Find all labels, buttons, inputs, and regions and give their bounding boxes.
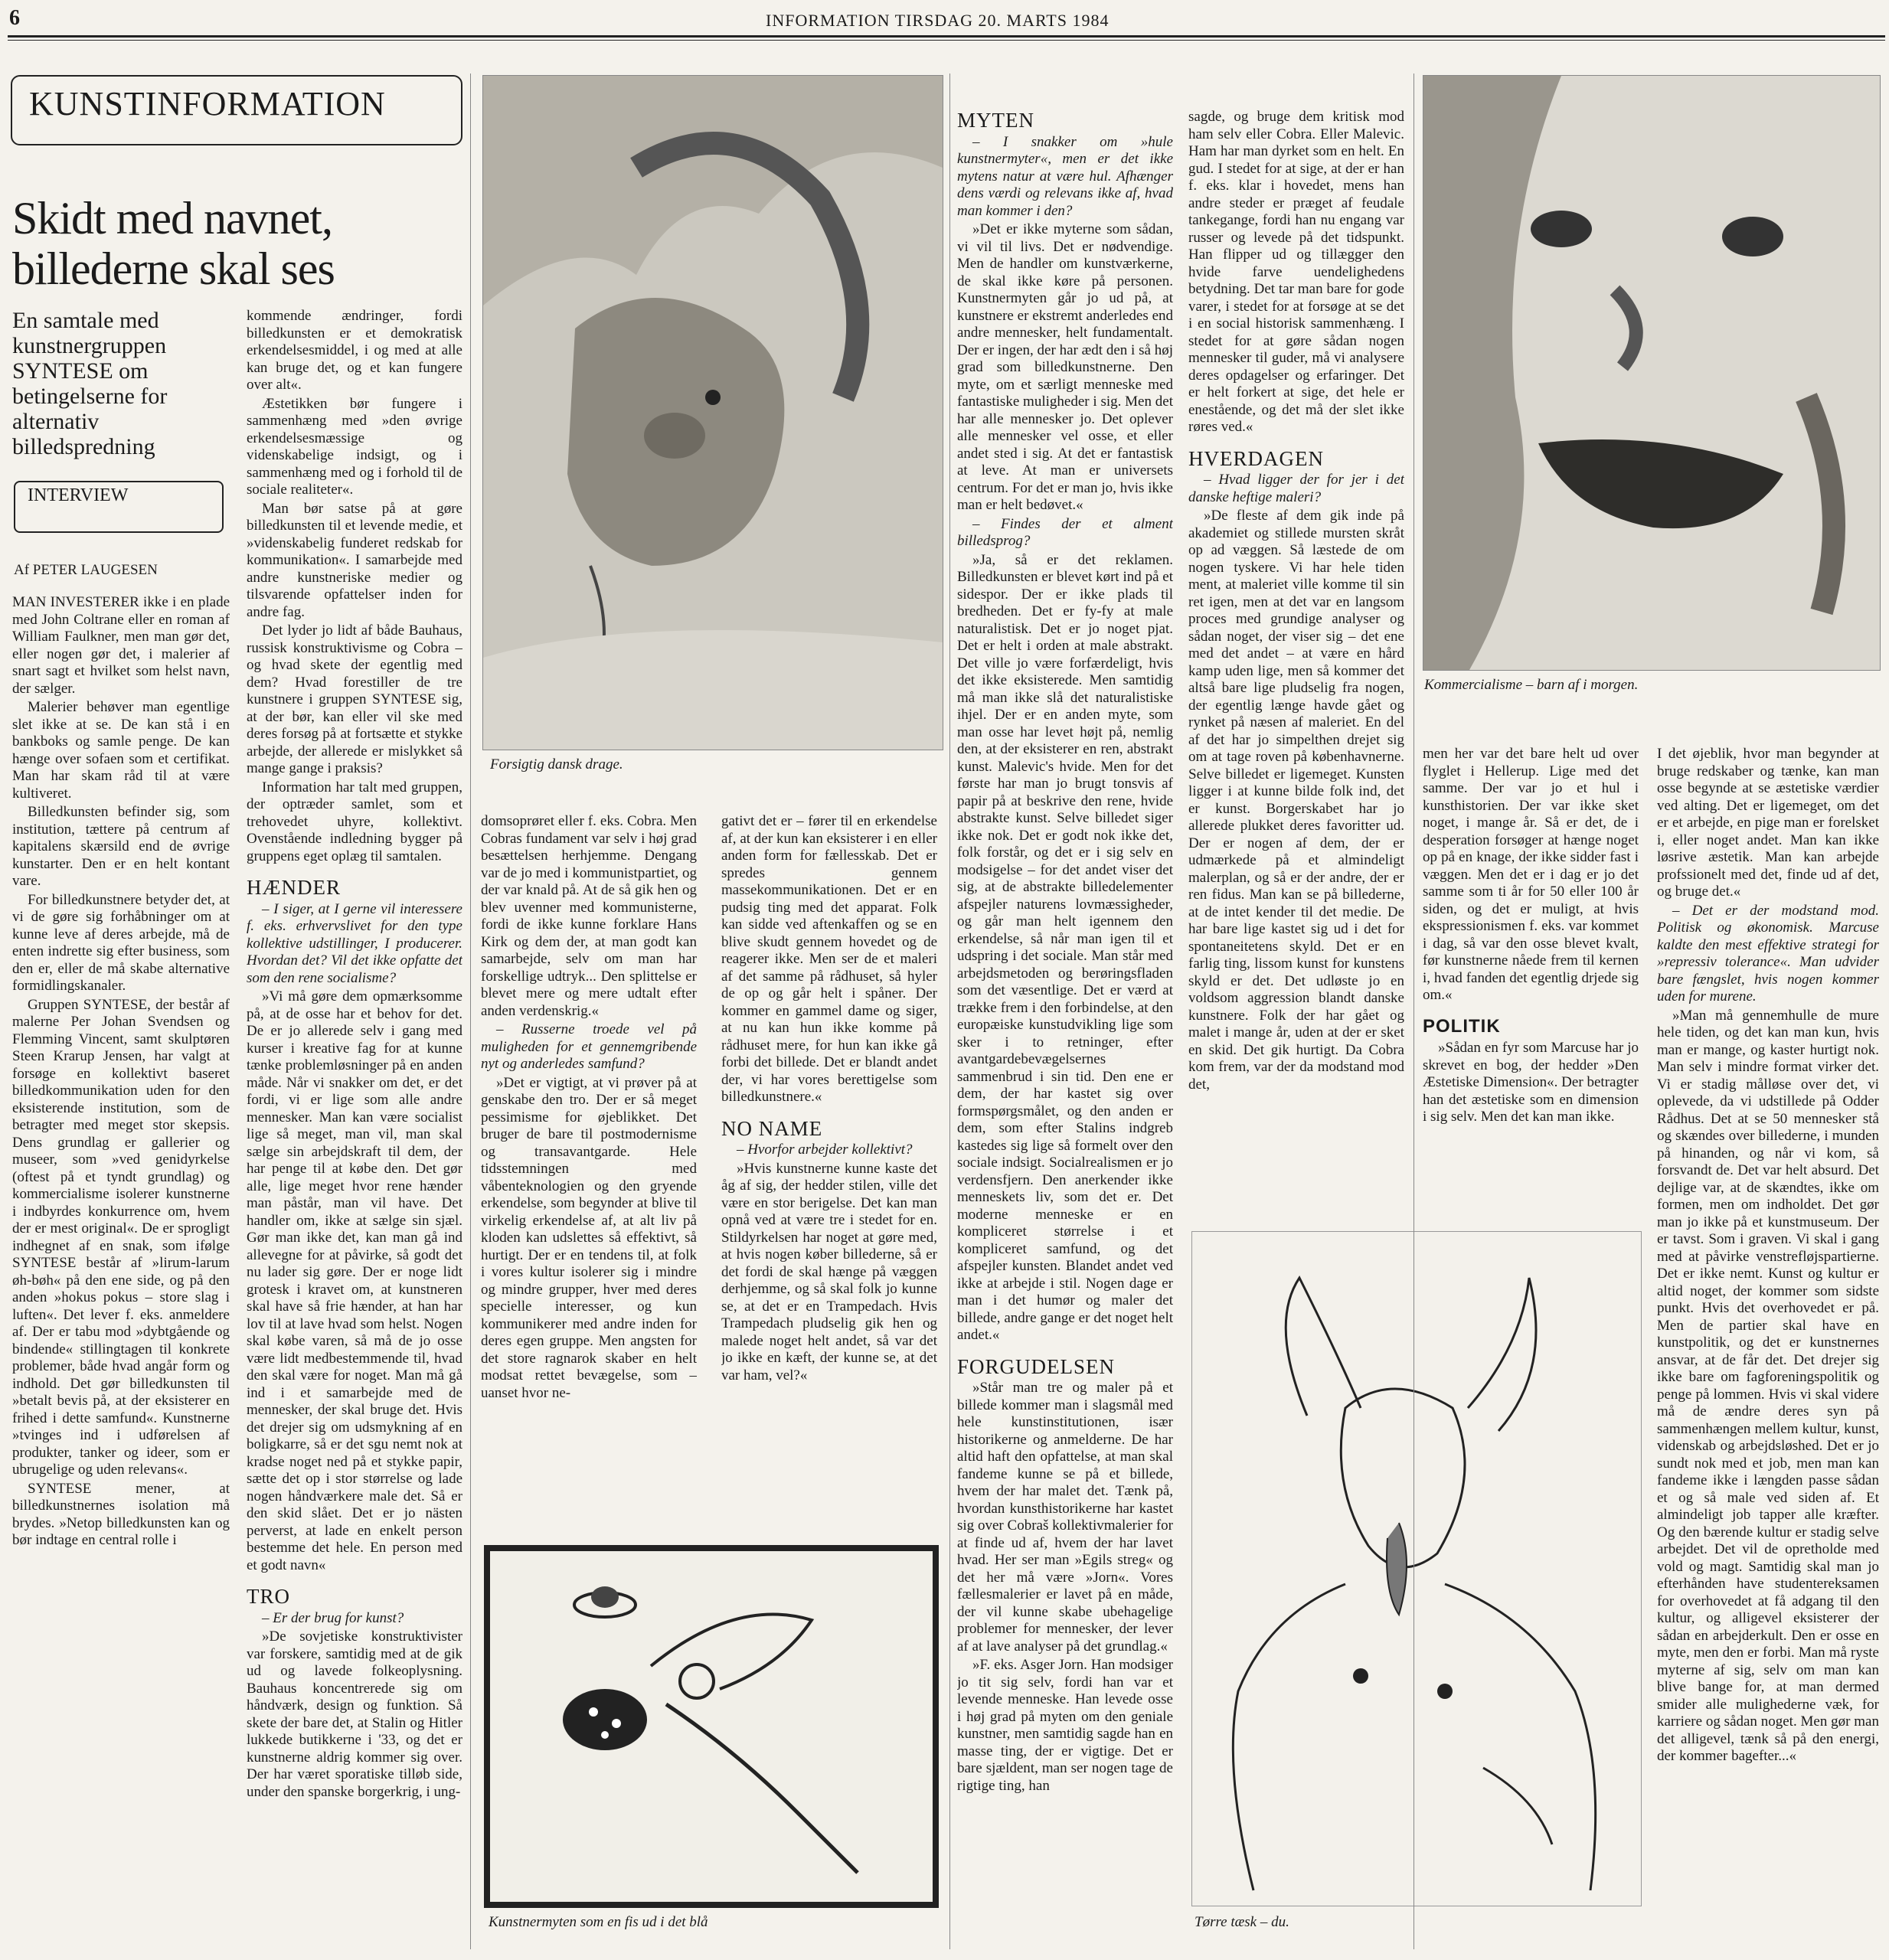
subheadline: En samtale med kunstnergruppen SYNTESE om betingelserne for alternativ billedspredning xyxy=(12,308,168,459)
paragraph: »Står man tre og maler på et billede kommer man i slagsmål med hele kunstinstitutionen, især historikerne og anmelderne. De har altid haft den opfattelse, at man skal fandeme kunne se på et billede, hvem der har malet det. Tænk på, hvordan kunsthistorikerne har kastet sig over Cobraš kollektivmalerier for at finde ud af, hvem der har lavet hvad. Her ser man »Egils streg« og det her må være »Jorn«. Vores fællesmalerier er lavet på en måde, der vil kunne skabe ubehagelige problemer for mennesker, der lever af at lave analyser på det grundlag.« xyxy=(957,1380,1173,1655)
question: – I snakker om »hule kunstnermyter«, men er det ikke mytens natur at være hul. Afhænger dens værdi og relevans ikke af, hvad man kommer i den? xyxy=(957,133,1173,219)
column-5 xyxy=(957,112,1173,1946)
paragraph: »Sådan en fyr som Marcuse har jo skrevet en bog, der hedder »Den Æstetiske Dimension«. Der betragter han det æstetiske som en dimension i sig selv. Men det kan man ikke. xyxy=(1423,1040,1639,1125)
column-rule xyxy=(1413,74,1414,1949)
paragraph: »Det er ikke myterne som sådan, vi vil til livs. Det er nødvendige. Men de handler om kunstværkerne, de skal ikke køre på personen. Kunstnermyten går jo ud på, at kunstnere er ekstremt anderledes end andre mennesker, helt fundamentalt. Der er ingen, der har ædt den i så høj grad som billedkunstnerne. Den myte, om et særligt menneske med fantastiske muligheder i sig. Men det har alle mennesker jo. Det oplever alle mennesker vel osse, et eller andet sted i sig. At det er fantastisk at leve. At man er universets centrum. For det er man jo, hvis ikke man er helt bedøvet.« xyxy=(957,221,1173,513)
paragraph: »De fleste af dem gik inde på akademiet og stillede mursten skråt op ad væggen. Så læstede de om nogen tyskere. Vi har hele tiden ment, at maleriet ville komme til sin ret igen, men at det var en langsom proces med grundige analyser og sådan noget, der viser sig – det ene med det andet – at være en hård kamp uden lige, men så kommer det altså bare lige pludselig fra nogen, der egentlig længe havde gået og rynket på næsen af maleriet. En del af det har jo simpelthen drejet sig om at tage roven på københavnerne. Selve billedet er ligemeget. Kunsten ligger i at kunne bilde folk ind, det er kunst. Borgerskabet har jo allerede plukket deres favoritter ud. Der er nogen af dem, der er udmærkede på et almindeligt malerplan, og så er der andre, der er ren fidus. Man kan se på billederne, at de intet kender til det medie. De har bare lige kastet sig ud i det for spontaneitetens skyld. Det er en farlig ting, lissom kunst for kunstens skyld er det. Det udløste jo en voldsom aggression blandt danske kunstnere. Folk der har gået og malet i mange år, uden at der er sket en skid. Det gik hurtigt. Da Cobra kom frem, var der da modstand mod det, xyxy=(1188,508,1404,1093)
interview-label-text: INTERVIEW xyxy=(28,485,129,505)
subhead-haender: HÆNDER xyxy=(247,876,342,899)
question: – I siger, at I gerne vil interessere f. eks. erhvervslivet for den type kollektive udstillinger, I producerer. Hvordan det? Vil det ikke opfatte det som den rene socialisme? xyxy=(247,900,462,986)
section-label xyxy=(11,75,462,145)
header-rule-thin xyxy=(8,40,1885,41)
paragraph: men her var det bare helt ud over flyglet i Hellerup. Lige med det samme. Der var jo et hul i kunsthistorien. Der var ikke sket noget, i mange år. Så er det, de i desperation forsøger at hænge noget op på en knage, der ikke sidder fast i væggen. Men det er i dag er jo det samme som ti år for 50 eller 100 år siden, og det er muligt, at hvis ekspressionismen f. eks. var kommet i dag, så var den osse blevet kvalt, før kunstnerne nåede frem til kernen i, hvad fanden det egentlig drjede sig om.« xyxy=(1423,746,1639,1003)
paragraph: sagde, og bruge dem kritisk mod ham selv eller Cobra. Eller Malevic. Ham har man dyrket som en helt. En gud. I stedet for at sige, at der er han f. eks. klar i hovedet, mens han andre steder er præget af feudale tankegange, fordi han nu engang var russer og levede på det tidspunkt. Han flipper ud og tillægger den hvide farve uendelighedens betydning. Det tar man bare for gode varer, i stedet for at forsøge at se det i en social historisk sammenhæng. I stedet for at gøre sådan nogen mennesker til guder, må vi analysere deres opdagelser og erfaringer. Det er helt forkert at sige, det hele er enestående, og det må der slet ikke røres ved.« xyxy=(1188,109,1404,435)
subhead-politik: POLITIK xyxy=(1423,1015,1501,1037)
column-4 xyxy=(721,813,937,1533)
paragraph: »Vi må gøre dem opmærksomme på, at de osse har et behov for det. De er jo allerede selv i gang med kurser i kreative fag for at kunne tænke problemløsninger på en anden måde. Når vi snakker om det, er det fordi, vi er lige som alle andre mennesker. Man kan være socialist lige så meget, man vil, man skal sælge sin arbejdskraft til dem, der har penge til at købe den. Det gør alle, lige meget hvor rene hænder man påstår, man vil have. Det handler om, ikke at sælge sin sjæl. Gør man ikke det, kan man gå ind allevegne for at påvirke, så godt det nu lader sig gøre. Der er noge lidt grotesk i kravet om, at kunstneren skal have så frie hænder, at han har lov til at lave hvad som helst. Nogen skal købe varen, så må de jo osse være lidt medbestemmende til, hvad den skal være for noget. Man må gå ind i et samarbejde med de mennesker, der skal bruge det. Hvis det drejer sig om udsmykning af en boligkarre, så er det sgu nemt nok at kradse noget ned på et stykke papir, sætte det op i stor størrelse og lade nogen håndværkere male det. Så er den skid slået. Det er jo nästen perverst, at lade en enkelt person bestemme det hele. En person med et godt navn« xyxy=(247,988,462,1573)
column-2 xyxy=(247,308,462,1946)
byline: Af PETER LAUGESEN xyxy=(14,562,158,578)
angel-drawing xyxy=(484,1545,939,1908)
paragraph: Information har talt med gruppen, der optræder samlet, som et trehovedet uhyre, kollektivt. Ovenstående indledning bygger på gruppens eget oplæg til samtalen. xyxy=(247,779,462,864)
column-rule xyxy=(470,74,471,1949)
subhead-no-name: NO NAME xyxy=(721,1116,823,1140)
masthead: INFORMATION TIRSDAG 20. MARTS 1984 xyxy=(766,11,1110,30)
column-7 xyxy=(1423,746,1639,1174)
paragraph: I det øjeblik, hvor man begynder at bruge redskaber og tænke, kan man osse begynde at se æstetiske værdier ved alting. Det er ligemeget, om det er et arbejde, en pige man er forelsket i, eller noget andet. Man kan ikke løsrive æstetik. Man kan arbejde profssionelt med det, finde ud af det, og bruge det.« xyxy=(1657,746,1879,900)
column-3 xyxy=(481,813,697,1533)
dragon-drawing xyxy=(482,75,943,750)
face-painting xyxy=(1423,75,1881,671)
subhead-hverdagen: HVERDAGEN xyxy=(1188,446,1324,470)
paragraph: »De sovjetiske konstruktivister var forskere, samtidig med at de gik ud og lavede folkeoplysning. Bauhaus koncentrerede sig om håndværk, design og funktion. Så skete der bare det, at Stalin og Hitler lukkede butikkerne i '33, og det er kunstnerne aldrig kommer sig over. Der har været sporatiske tilløb side, under den spanske borgerkrig, i ung- xyxy=(247,1628,462,1800)
question: – Er der brug for kunst? xyxy=(262,1609,404,1626)
paragraph: »Det er vigtigt, at vi prøver på at genskabe den tro. Der er så meget pessimisme for øjeblikket. Det bruger de bare til postmodernisme og transavantgarde. Hele tidsstemningen med våbenteknologien og den gryende erkendelse, som begynder at blive til virkelig erkendelse af, at alt liv på kloden kan udslettes så effektivt, så hurtigt. Der er en tendens til, at folk i vores kultur isolerer sig i mindre og mindre grupper, hver med deres specielle interesser, og kun kommunikerer med andre inden for deres egen gruppe. Men angsten for det store ragnarok skaber en helt modsat rettet bevægelse, som – uanset hvor ne- xyxy=(481,1074,697,1401)
subhead-myten: MYTEN xyxy=(957,112,1034,132)
paragraph: Malerier behøver man egentlige slet ikke at se. De kan stå i en bankboks og samle penge. De kan hænge over sofaen som et certifikat. Man har skam råd til at være kultiveret. xyxy=(12,699,230,802)
paragraph: Billedkunsten befinder sig, som institution, tættere på centrum af kapitalens skærsild end de øvrige kunstarter. Den er en helt kontant vare. xyxy=(12,804,230,889)
angel-sketch-icon xyxy=(490,1551,933,1902)
caption-angel: Kunstnermyten som en fis ud i det blå xyxy=(489,1914,708,1930)
paragraph: Gruppen SYNTESE, der består af malerne Per Johan Svendsen og Flemming Vincent, samt skulptøren Steen Krarup Jensen, har valgt at forsøge en kollektivt baseret billedkommunikation uden for den eksisterende institution, som de betragter med meget stor skepsis. Dens grundlag er gallerier og museer, som »ved genidyrkelse (oftest på et tyndt grundlag) og kommercialisme isolerer kunstnerne i indbyrdes konkurrence om, hvem der er mest original«. De er sprogligt indhegnet af en snak, som ifølge SYNTESE består af »lirum-larum øh-bøh« på den ene side, og på den anden »hokus pokus – store slag i luften«. Det lever f. eks. anmeldere af. Der er tabu mod »dybtgående og bindende« stillingtagen til konkrete problemer, både hvad angår form og indhold. Det gør billedkunsten til »betalt bevis på, at der eksisterer en frihed i dette samfund«. Kunstnerne »tvinges ind i udførelsen af produkter, tanker og ideer, som er ubrugelige og uden relevans«. xyxy=(12,996,230,1478)
caption-face: Kommercialisme – barn af i morgen. xyxy=(1424,677,1639,693)
paragraph: domsoprøret eller f. eks. Cobra. Men Cobras fundament var selv i høj grad besættelsen herhjemme. Dengang var de jo med i kommunistpartiet, og der var knald på. At de så gik hen og blev uvenner med kommunisterne, fordi de ikke kunne forklare Hans Kirk og dem der, at man godt kan samarbejde, selv om man har forskellige udtryk... Den splittelse er blevet mere og mere udtalt efter anden verdenskrig.« xyxy=(481,813,697,1019)
devil-drawing xyxy=(1191,1231,1642,1906)
paragraph: »Man må gennemhulle de mure hele tiden, og det kan man kun, hvis man er mange, og kaster hurtigt nok. Man selv i mindre format virker det. Vi er stadig målløse over det, vi oplevede, da vi udstillede på Odder Rådhus. Det at se 50 mennesker stå og skændes over billederne, i munden på hinanden, og når vi kom, så forsvandt de. Det var helt absurd. Det dejlige var, at de skændtes, ikke om formen, men om indholdet. Det gør man jo ikke på et kunstmuseum. Der er tavst. Som i graven. Vi skal i gang med at påvirke venstrefløjspartierne. Det er ikke nemt. Kunst og kultur er altid noget, der kommer som sidste punkt. Hvis det overhovedet er på. Men de partier skal have en kunstpolitik, og det er kunstnernes ansvar, at de får det. Det drejer sig ikke bare om fagforeningspolitik og penge på lommen. Hvis vi skal videre må de ændre deres syn på sammenhængen mellem kultur, kunst, videnskab og arbejdsløshed. Det er jo sundt nok med et job, men man kan fandeme ikke i længden passe sådan et og så male ved siden af. Et almindeligt job tapper alle kræfter. Og den bærende kultur er stadig selve arbejdet. Det vil de opretholde med vold og magt. Samtidig skal man jo efterhånden have studentereksamen for overhovedet at få adgang til den kultur, og alligevel eksisterer der sådan en arbejderkult. Den er osse en myte, men den er forbi. Man må ryste myterne af sig, selv om man kan blive bange for, at man dermed smider alle mulighederne væk, for karriere og sådan noget. Men gør man det alligevel, tænk så på den energi, der kommer bagefter...« xyxy=(1657,1007,1879,1764)
page-number: 6 xyxy=(9,6,20,30)
subhead-forgudelsen: FORGUDELSEN xyxy=(957,1354,1116,1378)
section-label-text: KUNSTINFORMATION xyxy=(29,85,386,122)
paragraph: Man bør satse på at gøre billedkunsten til et levende medie, et »videnskabelig funderet redskab for kommunikation«. I samarbejde med andre kunstneriske medier og tilsvarende opfattelser inden for andre fag. xyxy=(247,500,462,620)
paragraph: kommende ændringer, fordi billedkunsten er et demokratisk erkendelsesmiddel, i og med at alle kan bruge det, og et kan fungere over alt«. xyxy=(247,308,462,393)
question: – Findes der et alment billedsprog? xyxy=(957,515,1173,549)
paragraph: Æstetikken bør fungere i sammenhæng med »den øvrige erkendelsesmæssige og videnskabelige indsigt, og i sammenhæng med og i forhold til de sociale realiteter«. xyxy=(247,395,462,498)
question: – Hvorfor arbejder kollektivt? xyxy=(737,1142,913,1158)
face-painting-icon xyxy=(1423,76,1880,670)
paragraph: For billedkunstnere betyder det, at vi de gøre sig forhåbninger om at kunne leve af deres arbejde, må de enten indrette sig efter business, som den er, eller de må skabe alternative formidlingskanaler. xyxy=(12,891,230,994)
paragraph: »F. eks. Asger Jorn. Han modsiger jo tit sig selv, fordi han var et levende menneske. Han levede osse i høj grad på myten om den geniale kunstner, men samtidig sagde han en masse ting, der er vigtige. Det er bare sjældent, man ser nogen tage de rigtige ting, han xyxy=(957,1657,1173,1794)
paragraph: »Ja, så er det reklamen. Billedkunsten er blevet kørt ind på et sidespor. Der er ikke plads til bredheden. Det er fy-fy at male naturalistisk. Det er jo noget pjat. Det er helt i orden at male abstrakt. Det ville jo være forfærdeligt, hvis det ikke eksisterede. Men samtidig må man ikke slå det naturalistiske ihjel. Der er en anden myte, som man osse har levet højt på, nemlig den, at der eksisterer en ren, abstrakt kunst. Malevic's hvide. Men for det første har man jo brugt tonsvis af papir på at beskrive den rene, hvide abstrakte kunst. Selve billedet siger ikke nok. Det er godt nok ikke det, folk forstår, og det er i sig selv en modsigelse – for det andet viser det sig, at de abstrakte billedelementer afspejler naturens lovmæssigheder, og går man helt igennem den erkendelse, så når man igen til et udspring i det sociale. Man står med arbejdsmetoden og berøringsfladen som det væsentlige. Det er værd at trække frem i den forbindelse, at den europæiske kunstudvikling lige som sker i to retninger, efter avantgardebevægelsernes sammenbrud i sin tid. Den ene er dem, der har kastet sig over formspørgsmålet, og den anden er dem, som efter Stalins indgreb kastedes sig lige så formelt over den sociale indsigt. Socialrealismen er jo verdensfjern. Den anerkender ikke menneskets liv, som det er. Det moderne menneske er en kompliceret størrelse i et kompliceret samfund, og det afspejler kunsten. Blandet andet ved ikke at arbejde i stil. Nogen dage er man i det humør og maler det billede, andre gange er det noget helt andet.« xyxy=(957,551,1173,1343)
caption-devil: Tørre tæsk – du. xyxy=(1195,1914,1289,1930)
column-8 xyxy=(1657,746,1879,1948)
interview-label xyxy=(14,481,224,533)
column-1 xyxy=(12,594,230,1635)
subhead-tro: TRO xyxy=(247,1585,290,1608)
headline: Skidt med navnet, billederne skal ses xyxy=(12,193,335,294)
paragraph: MAN INVESTERER ikke i en plade med John Coltrane eller en roman af William Faulkner, men man gør det, eller nogen gør det, i malerier af snart sagt et hvilket som helst navn, der sælger. xyxy=(12,594,230,697)
paragraph: gativt det er – fører til en erkendelse af, at der kun kan eksisterer i en eller anden form for fællesskab. Det er spredes gennem massekommunikationen. Det er en pudsig ting med det apparat. Folk kan sidde ved aftenkaffen og se en blive skudt gennem hovedet og de reagerer ikke. Men ser de et maleri af det samme på rådhuset, så hyler de op og går helt i spåner. Der kommer en gammel dame og siger, at nu kan hun ikke komme på rådhuset mere, for hun kan ikke gå forbi det billede. Det er blandt andet der, vi har vores berettigelse som billedkunstnere.« xyxy=(721,813,937,1105)
dragon-sketch-icon xyxy=(483,76,943,750)
caption-dragon: Forsigtig dansk drage. xyxy=(490,756,623,773)
column-rule xyxy=(949,74,950,1949)
question: – Hvad ligger der for jer i det danske heftige maleri? xyxy=(1188,472,1404,505)
header-rule xyxy=(8,35,1885,38)
question: – Russerne troede vel på muligheden for et gennemgribende nyt og anderledes samfund? xyxy=(481,1021,697,1072)
paragraph: Det lyder jo lidt af både Bauhaus, russisk konstruktivisme og Cobra – og hvad skete der egentlig med dem? Hvad forestiller de tre kunstnere i gruppen SYNTESE sig, at der bør, kan eller vil ske med deres forsøg på at fortsætte et stykke arbejde, der allerede er mislykket så mange gange i praksis? xyxy=(247,622,462,776)
paragraph: »Hvis kunstnerne kunne kaste det åg af sig, der hedder stilen, ville det være en stor berigelse. Det kan man opnå ved at være tre i stedet for en. Stildyrkelsen har noget at gøre med, at hvis nogen køber billederne, så er det fordi de skal hænge på væggen derhjemme, og så skal folk jo kunne se, at det er en Trampedach. Hvis Trampedach pludselig gik hen og malede noget helt andet, så var det jo ikke en kæft, der kunne se, at det var ham, vel?« xyxy=(721,1160,937,1383)
paragraph: SYNTESE mener, at billedkunstnernes isolation må brydes. »Netop billedkunsten kan og bør indtage en central rolle i xyxy=(12,1480,230,1548)
column-6 xyxy=(1188,109,1404,1211)
question: – Det er der modstand mod. Politisk og økonomisk. Marcuse kaldte den mest effektive strategi for »repressiv tolerance«. Man udvider bare fængslet, hvis nogen kommer uden for murene. xyxy=(1657,902,1879,1004)
devil-sketch-icon xyxy=(1192,1232,1641,1906)
